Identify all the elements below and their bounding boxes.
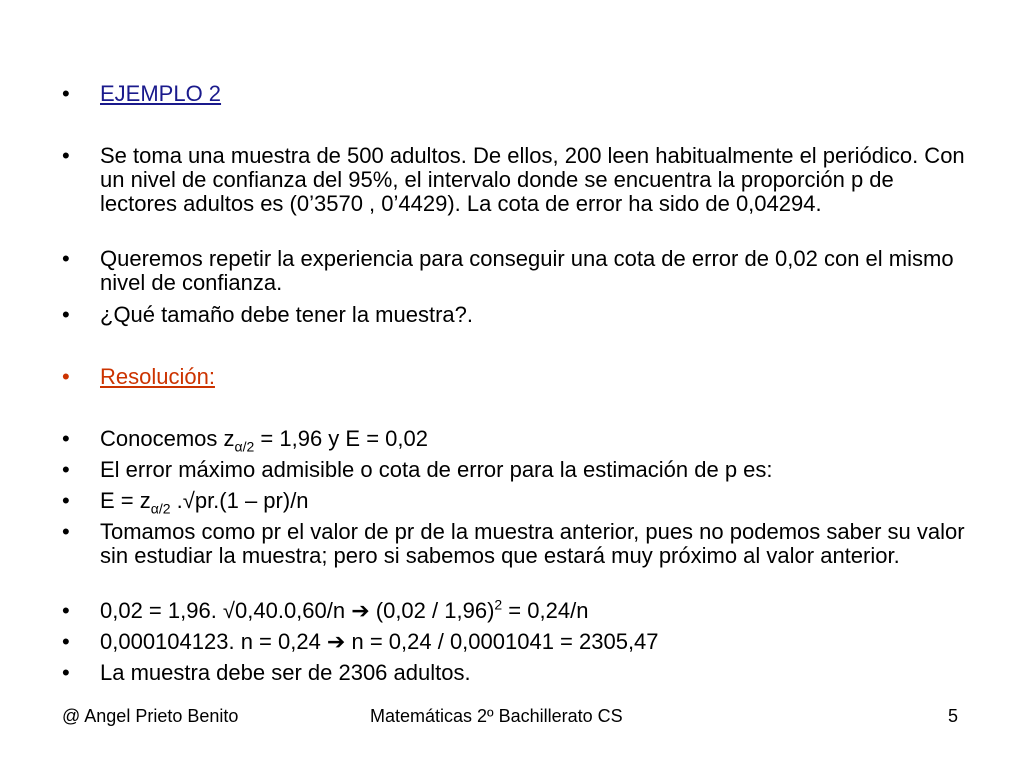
equation-1 [100, 596, 970, 623]
resolution-heading: Resolución: [100, 364, 215, 389]
bullet-marker: • [62, 302, 70, 327]
equation-1-prefix: 0,02 = 1,96. √0,40.0,60/n ➔ (0,02 / 1,96) [100, 598, 495, 623]
problem-question: ¿Qué tamaño debe tener la muestra?. [100, 302, 473, 327]
max-error-text: El error máximo admisible o cota de error para la estimación de p es: [100, 457, 773, 482]
bullet-marker: • [62, 143, 70, 168]
formula-prefix: E = z [100, 488, 151, 513]
bullet-marker: • [62, 629, 70, 654]
bullet-marker: • [62, 246, 70, 271]
footer-course: Matemáticas 2º Bachillerato CS [370, 706, 623, 726]
bullet-marker: • [62, 457, 70, 482]
bullet-marker: • [62, 81, 70, 106]
bullet-marker: • [62, 519, 70, 544]
equation-2: 0,000104123. n = 0,24 ➔ n = 0,24 / 0,0001041 = 2305,47 [100, 629, 659, 654]
equation-1-suffix: = 0,24/n [502, 598, 589, 623]
bullet-marker: • [62, 488, 70, 513]
alpha-subscript: α/2 [234, 438, 255, 455]
assumption-text: Tomamos como pr el valor de pr de la muestra anterior, pues no podemos saber su valor sin estudiar la muestra; pero si sabemos que estará muy próximo al valor anterior. [100, 519, 965, 568]
bullet-marker: • [62, 660, 70, 685]
error-formula [100, 488, 970, 517]
page-number: 5 [948, 706, 959, 726]
square-superscript: 2 [494, 596, 503, 613]
known-values-prefix: Conocemos z [100, 426, 235, 451]
formula-suffix: .√pr.(1 – pr)/n [170, 488, 309, 513]
bullet-marker: • [62, 364, 70, 389]
alpha-subscript: α/2 [150, 500, 171, 517]
known-values-suffix: = 1,96 y E = 0,02 [254, 426, 428, 451]
known-values [100, 426, 970, 455]
problem-goal: Queremos repetir la experiencia para conseguir una cota de error de 0,02 con el mismo nivel de confianza. [100, 246, 954, 295]
example-heading: EJEMPLO 2 [100, 81, 222, 106]
problem-statement: Se toma una muestra de 500 adultos. De ellos, 200 leen habitualmente el periódico. Con un nivel de confianza del 95%, el intervalo donde se encuentra la proporción p de lectores adultos es (0’3570 , 0’4429). La cota de error ha sido de 0,04294. [100, 143, 965, 216]
footer-author: @ Angel Prieto Benito [62, 706, 239, 726]
conclusion-text: La muestra debe ser de 2306 adultos. [100, 660, 471, 685]
bullet-marker: • [62, 426, 70, 451]
bullet-marker: • [62, 598, 70, 623]
